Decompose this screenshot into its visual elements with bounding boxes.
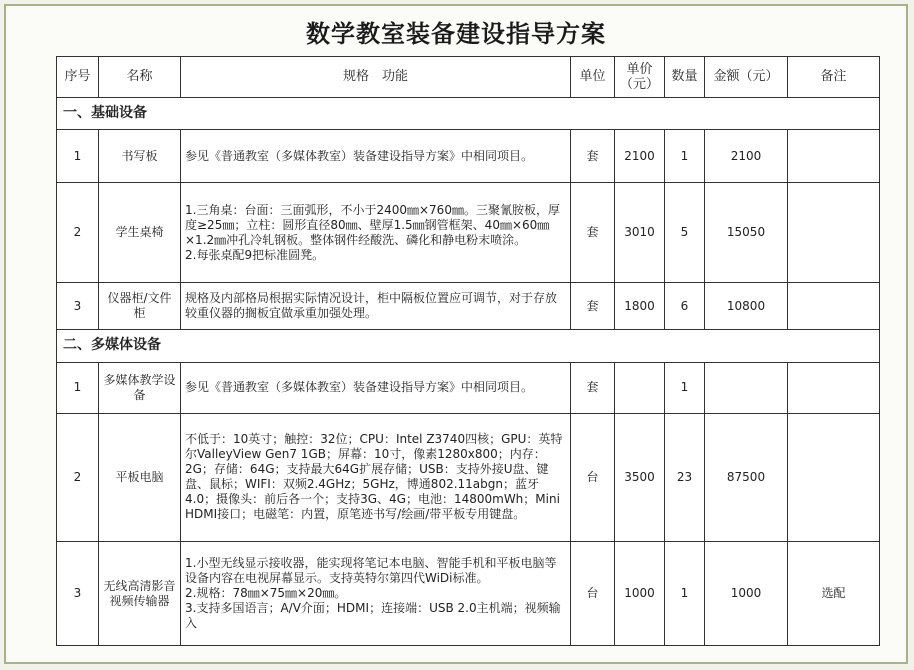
cell-amount: 1000 <box>705 542 788 646</box>
cell-unit: 套 <box>571 183 615 283</box>
cell-spec <box>181 183 571 283</box>
cell-spec <box>181 542 571 646</box>
cell-note <box>788 130 880 183</box>
cell-name: 无线高清影音视频传输器 <box>99 542 181 646</box>
cell-no: 2 <box>57 413 99 541</box>
page-frame <box>4 4 908 664</box>
cell-unit: 台 <box>571 413 615 541</box>
table-row <box>57 362 880 413</box>
cell-note <box>788 183 880 283</box>
cell-amount: 2100 <box>705 130 788 183</box>
cell-qty: 1 <box>665 362 705 413</box>
header-name: 名称 <box>99 57 181 98</box>
spec-line: 1.小型无线显示接收器，能实现将笔记本电脑、智能手机和平板电脑等设备内容在电视屏幕显示。支持英特尔第四代WiDi标准。 <box>185 556 557 585</box>
table-row <box>57 183 880 283</box>
cell-no: 1 <box>57 362 99 413</box>
cell-amount: 10800 <box>705 283 788 330</box>
cell-spec <box>181 362 571 413</box>
header-price: 单价（元） <box>615 57 665 98</box>
cell-amount: 15050 <box>705 183 788 283</box>
cell-price: 3500 <box>615 413 665 541</box>
cell-qty: 1 <box>665 130 705 183</box>
cell-no: 2 <box>57 183 99 283</box>
cell-price: 2100 <box>615 130 665 183</box>
section-row <box>57 97 880 130</box>
equipment-table <box>56 56 880 646</box>
cell-price: 3010 <box>615 183 665 283</box>
spec-line: 2.每张桌配9把标准圆凳。 <box>185 247 325 262</box>
table-body <box>57 97 880 645</box>
cell-note <box>788 362 880 413</box>
cell-note <box>788 283 880 330</box>
cell-name: 平板电脑 <box>99 413 181 541</box>
cell-unit: 台 <box>571 542 615 646</box>
cell-name: 仪器柜/文件柜 <box>99 283 181 330</box>
cell-no: 3 <box>57 542 99 646</box>
cell-name: 多媒体教学设备 <box>99 362 181 413</box>
cell-qty: 6 <box>665 283 705 330</box>
cell-unit: 套 <box>571 130 615 183</box>
cell-price: 1000 <box>615 542 665 646</box>
page-title: 数学教室装备建设指导方案 <box>306 19 606 48</box>
cell-name: 书写板 <box>99 130 181 183</box>
header-spec: 规格 功能 <box>181 57 571 98</box>
section-row <box>57 330 880 363</box>
header-qty: 数量 <box>665 57 705 98</box>
header-note: 备注 <box>788 57 880 98</box>
cell-qty: 5 <box>665 183 705 283</box>
cell-note <box>788 413 880 541</box>
cell-amount: 87500 <box>705 413 788 541</box>
header-row <box>57 57 880 98</box>
cell-price: 1800 <box>615 283 665 330</box>
spec-line: 2.规格：78㎜×75㎜×20㎜。 <box>185 586 347 600</box>
table-row <box>57 283 880 330</box>
spec-line: 不低于：10英寸；触控：32位；CPU：Intel Z3740四核；GPU：英特尔ValleyView Gen7 1GB；屏幕：10寸，像素1280x800；内存：2G；存储：64G；支持最大64G扩展存储；USB：支持外接U盘、键盘、鼠标；WIFI：双频2.4GHz；5GHz，博通802.11abgn；蓝牙4.0；摄像头：前后各一个；支持3G、4G；电池：14800mWh；Mini HDMI接口；电磁笔：内置，原笔迹书写/绘画/带平板专用键盘。 <box>185 432 563 522</box>
cell-unit: 套 <box>571 283 615 330</box>
header-no: 序号 <box>57 57 99 98</box>
header-amount: 金额（元） <box>705 57 788 98</box>
cell-name: 学生桌椅 <box>99 183 181 283</box>
table-row <box>57 130 880 183</box>
spec-line: 参见《普通教室（多媒体教室）装备建设指导方案》中相同项目。 <box>185 380 534 395</box>
cell-no: 1 <box>57 130 99 183</box>
cell-spec <box>181 283 571 330</box>
spec-line: 参见《普通教室（多媒体教室）装备建设指导方案》中相同项目。 <box>185 148 534 163</box>
spec-line: 1.三角桌：台面：三面弧形，不小于2400㎜×760㎜。三聚氰胺板，厚度≥25㎜；立柱：圆形直径80㎜、壁厚1.5㎜钢管框架、40㎜×60㎜×1.2㎜冲孔冷轧钢板。整体钢件经酸洗、磷化和静电粉末喷涂。 <box>185 202 560 247</box>
cell-note: 选配 <box>788 542 880 646</box>
spec-line: 3.支持多国语言；A/V介面；HDMI；连接端：USB 2.0主机端；视频输入 <box>185 601 561 630</box>
cell-qty: 1 <box>665 542 705 646</box>
cell-amount <box>705 362 788 413</box>
spec-line: 规格及内部格局根据实际情况设计，柜中隔板位置应可调节，对于存放较重仪器的搁板宜做承重加强处理。 <box>185 291 558 321</box>
table-row <box>57 413 880 541</box>
cell-spec <box>181 413 571 541</box>
header-unit: 单位 <box>571 57 615 98</box>
cell-no: 3 <box>57 283 99 330</box>
table-row <box>57 542 880 646</box>
cell-price <box>615 362 665 413</box>
section-title: 二、多媒体设备 <box>57 330 880 363</box>
cell-unit: 套 <box>571 362 615 413</box>
cell-qty: 23 <box>665 413 705 541</box>
section-title: 一、基础设备 <box>57 97 880 130</box>
cell-spec <box>181 130 571 183</box>
